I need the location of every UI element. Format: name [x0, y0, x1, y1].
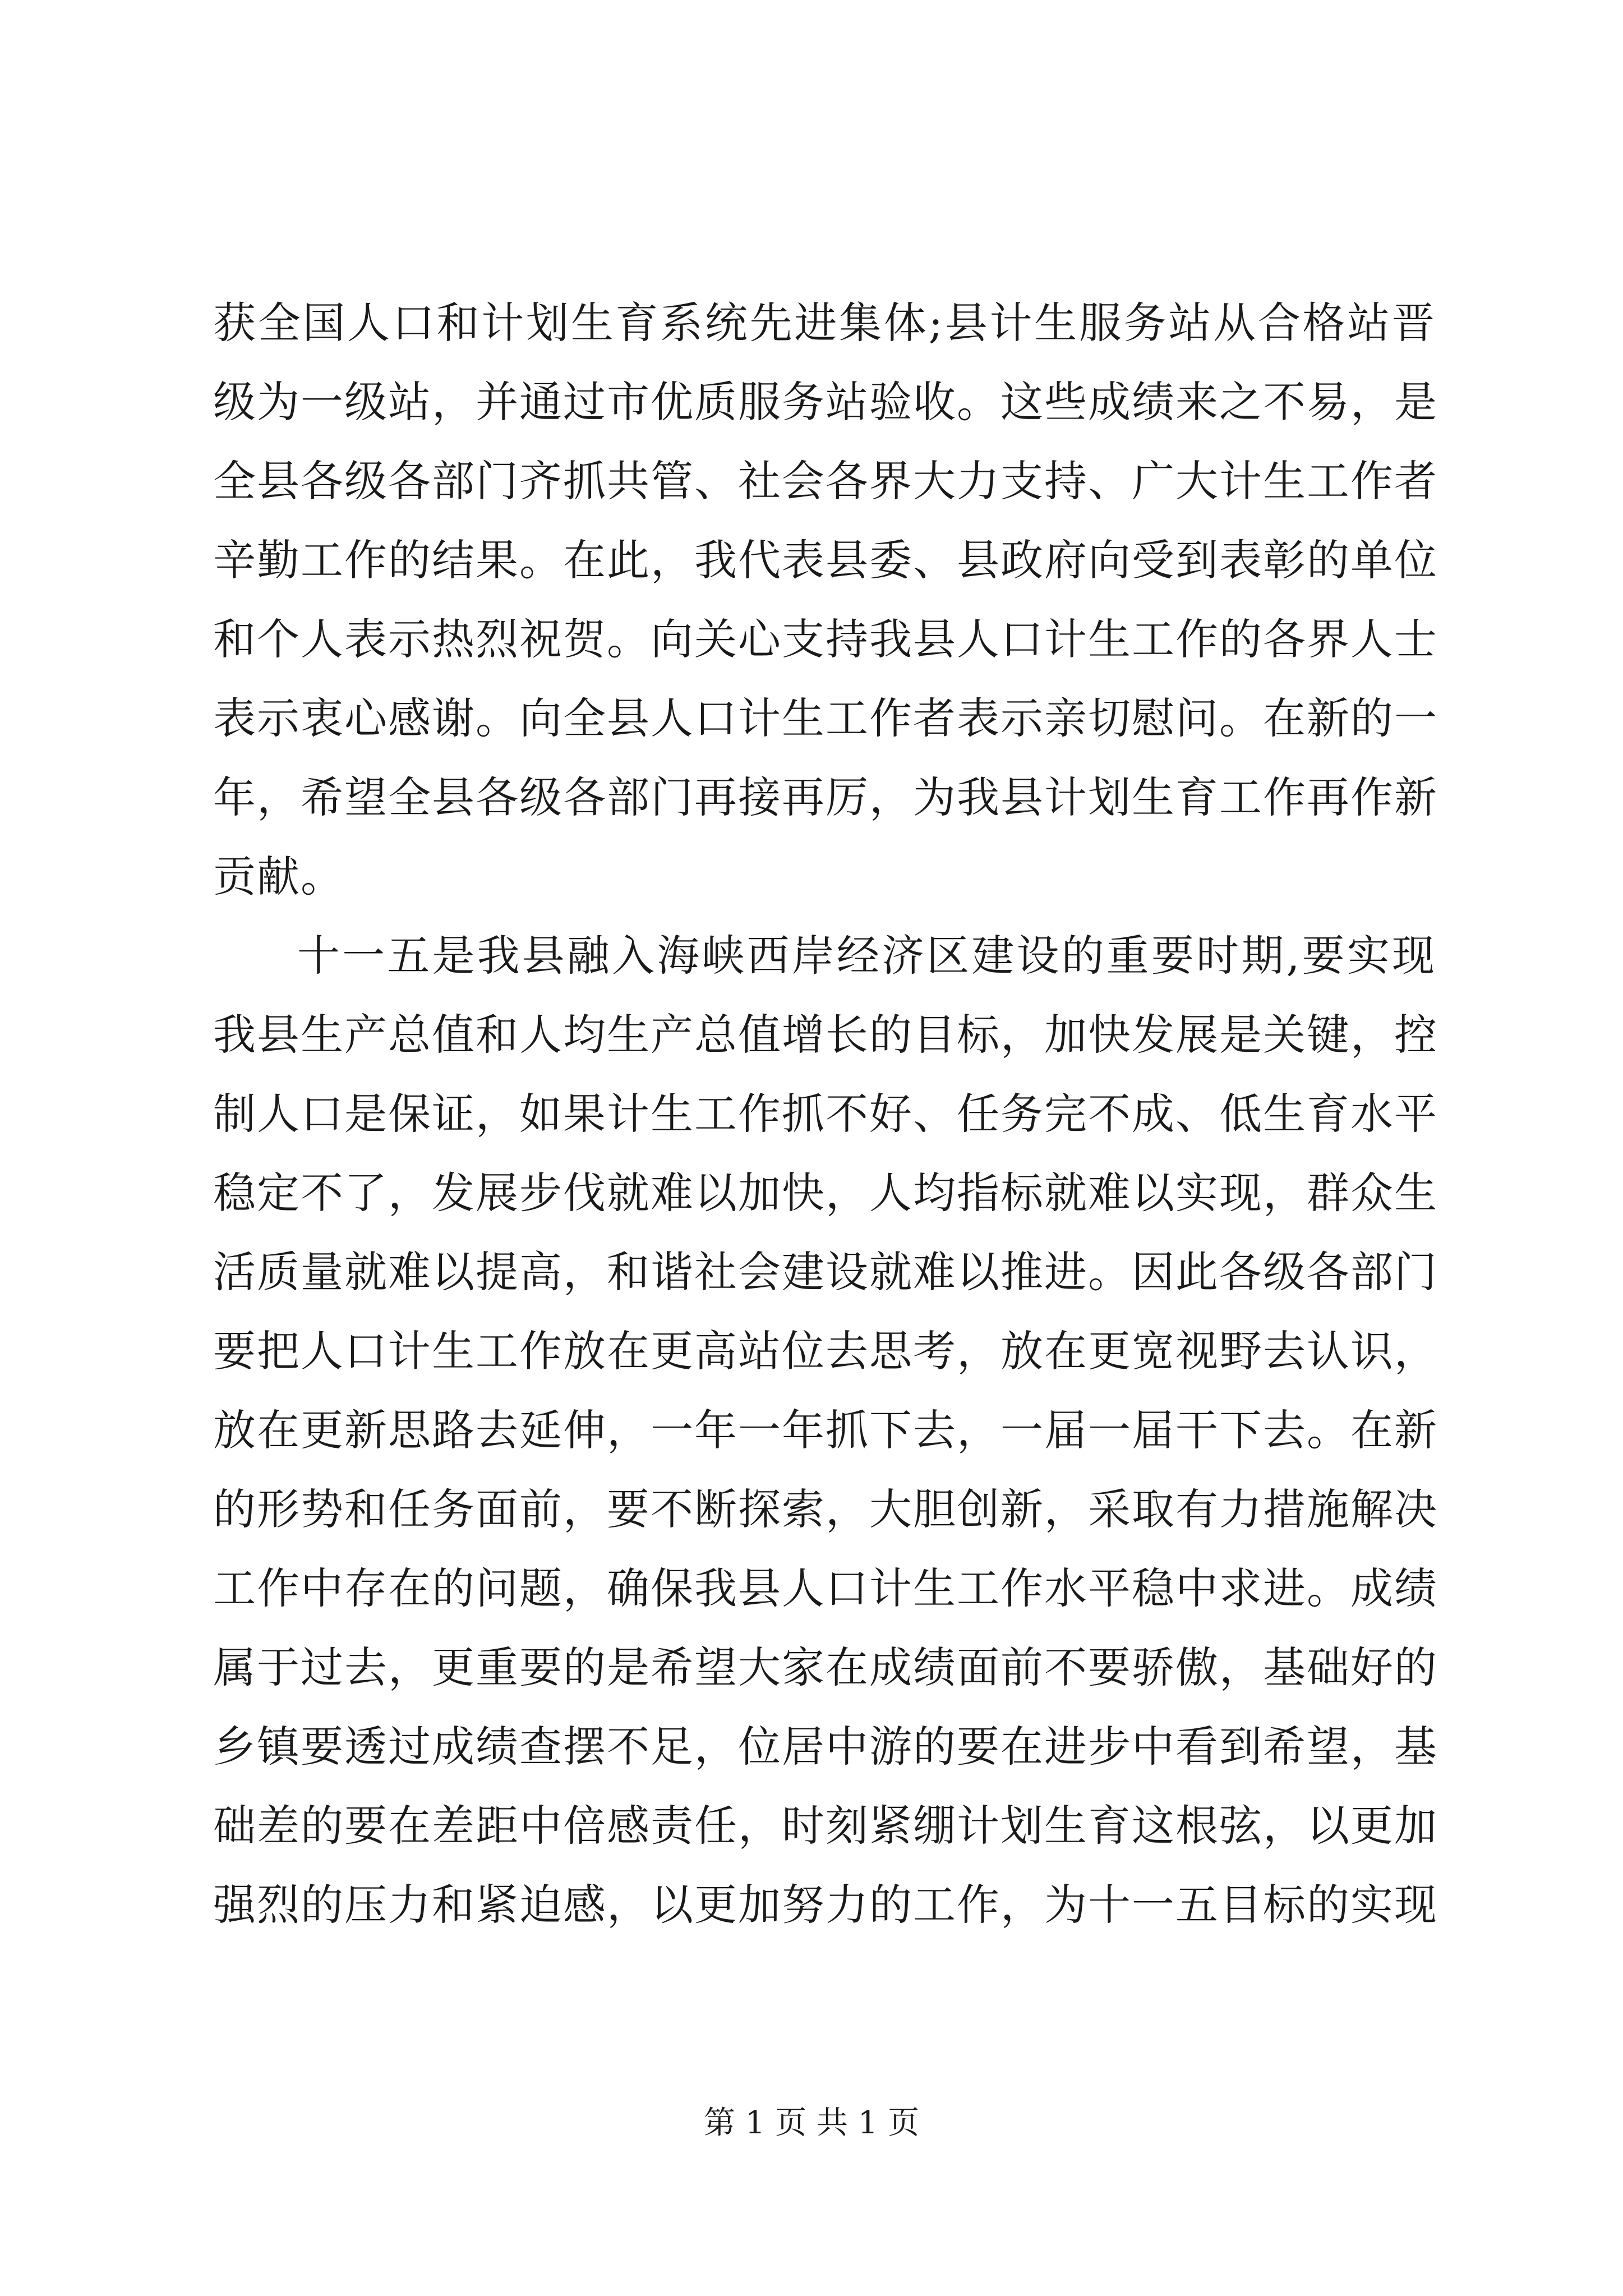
- paragraph-2-line-2: 我县生产总值和人均生产总值增长的目标，加快发展是关键，控: [213, 1010, 1438, 1060]
- page-number-label: 第 1 页 共 1 页: [703, 2105, 920, 2141]
- paragraph-2-line-1: 十一五是我县融入海峡西岸经济区建设的重要时期,要实现: [297, 931, 1436, 981]
- paragraph-1-line-6: 表示衷心感谢。向全县人口计生工作者表示亲切慰问。在新的一: [213, 693, 1438, 743]
- paragraph-2-line-7: 放在更新思路去延伸，一年一年抓下去，一届一届干下去。在新: [213, 1405, 1438, 1455]
- paragraph-1-line-3: 全县各级各部门齐抓共管、社会各界大力支持、广大计生工作者: [213, 456, 1438, 506]
- paragraph-2-line-6: 要把人口计生工作放在更高站位去思考，放在更宽视野去认识，: [213, 1326, 1438, 1376]
- paragraph-2-line-4: 稳定不了，发展步伐就难以加快，人均指标就难以实现，群众生: [213, 1168, 1438, 1218]
- paragraph-2-line-8: 的形势和任务面前，要不断探索，大胆创新，采取有力措施解决: [213, 1484, 1438, 1534]
- paragraph-2-line-9: 工作中存在的问题，确保我县人口计生工作水平稳中求进。成绩: [213, 1563, 1438, 1613]
- document-body: [213, 283, 1436, 1944]
- paragraph-2-line-10: 属于过去，更重要的是希望大家在成绩面前不要骄傲，基础好的: [213, 1642, 1438, 1692]
- paragraph-2-line-12: 础差的要在差距中倍感责任，时刻紧绷计划生育这根弦，以更加: [213, 1801, 1438, 1851]
- paragraph-2-line-5: 活质量就难以提高，和谐社会建设就难以推进。因此各级各部门: [213, 1247, 1438, 1297]
- paragraph-2-line-11: 乡镇要透过成绩查摆不足，位居中游的要在进步中看到希望，基: [213, 1722, 1438, 1772]
- paragraph-1-line-1: 获全国人口和计划生育系统先进集体;县计生服务站从合格站晋: [213, 298, 1436, 348]
- paragraph-1-line-2: 级为一级站，并通过市优质服务站验收。这些成绩来之不易，是: [213, 377, 1438, 427]
- paragraph-1-line-7: 年，希望全县各级各部门再接再厉，为我县计划生育工作再作新: [213, 772, 1438, 822]
- paragraph-1-line-4: 辛勤工作的结果。在此，我代表县委、县政府向受到表彰的单位: [213, 535, 1438, 585]
- paragraph-2-line-3: 制人口是保证，如果计生工作抓不好、任务完不成、低生育水平: [213, 1089, 1438, 1139]
- paragraph-1-line-5: 和个人表示热烈祝贺。向关心支持我县人口计生工作的各界人士: [213, 614, 1438, 664]
- paragraph-1-line-8: 贡献。: [213, 852, 344, 901]
- page-footer: [0, 2101, 1623, 2146]
- paragraph-2-line-13: 强烈的压力和紧迫感，以更加努力的工作，为十一五目标的实现: [213, 1880, 1438, 1930]
